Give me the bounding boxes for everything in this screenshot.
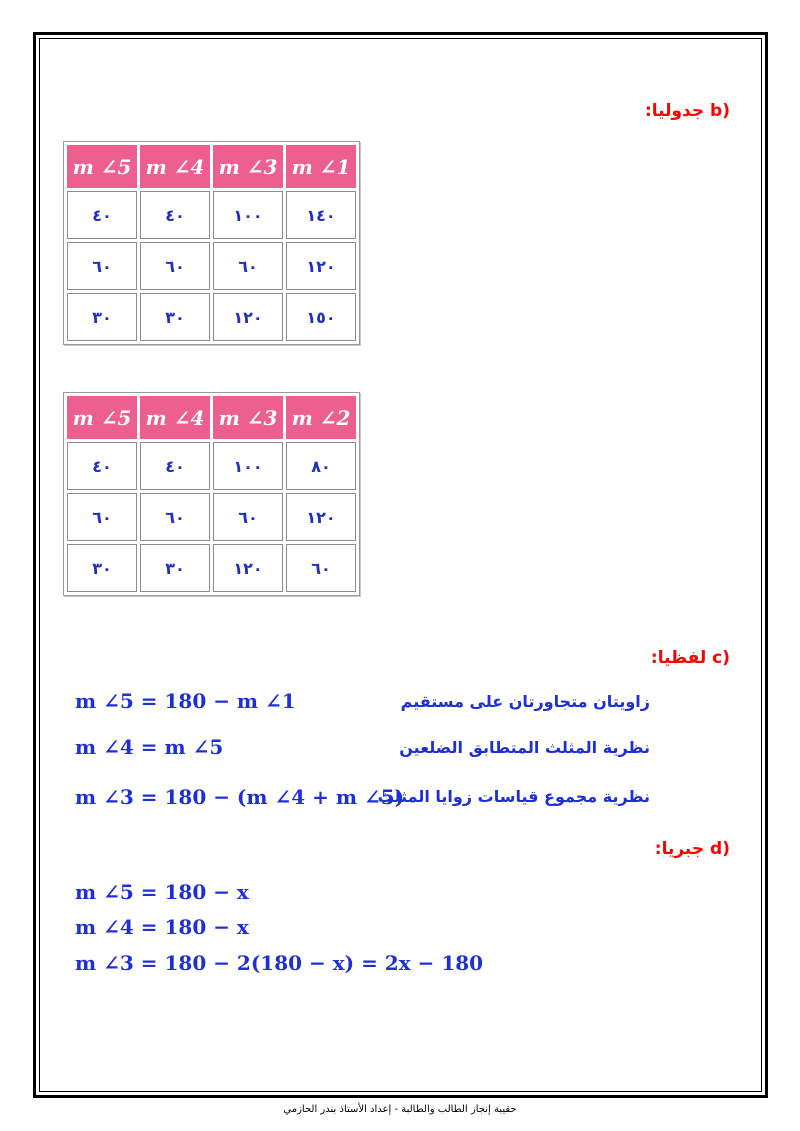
table-row — [67, 544, 356, 592]
section-c-heading — [651, 648, 730, 668]
verbal-reason-3: نظرية مجموع قياسات زوايا المثلث — [377, 787, 650, 806]
table-cell: ٤٠ — [140, 191, 210, 239]
table-cell: ١٤٠ — [286, 191, 356, 239]
table-cell: ٤٠ — [67, 442, 137, 490]
verbal-equation-2: m ∠4 = m ∠5 — [75, 735, 224, 759]
table-cell: ١٥٠ — [286, 293, 356, 341]
table-header-cell: m ∠3 — [213, 396, 283, 439]
table-cell: ٦٠ — [286, 544, 356, 592]
table-cell: ٣٠ — [67, 293, 137, 341]
verbal-equation-1: m ∠5 = 180 − m ∠1 — [75, 689, 296, 713]
table-cell: ٦٠ — [67, 242, 137, 290]
table-cell: ١٠٠ — [213, 442, 283, 490]
table-header-cell: m ∠5 — [67, 145, 137, 188]
table-header-row — [67, 145, 356, 188]
algebraic-equation-2: m ∠4 = 180 − x — [75, 915, 249, 939]
table-cell: ٦٠ — [140, 493, 210, 541]
table-cell: ٦٠ — [213, 493, 283, 541]
table-cell: ٦٠ — [140, 242, 210, 290]
table-row — [67, 242, 356, 290]
algebraic-equation-3: m ∠3 = 180 − 2(180 − x) = 2x − 180 — [75, 951, 484, 975]
table-header-cell: m ∠2 — [286, 396, 356, 439]
table-cell: ٤٠ — [140, 442, 210, 490]
table-row — [67, 442, 356, 490]
table-header-cell: m ∠4 — [140, 396, 210, 439]
table-cell: ٦٠ — [213, 242, 283, 290]
table-cell: ٣٠ — [140, 544, 210, 592]
table-header-cell: m ∠4 — [140, 145, 210, 188]
section-d-label: جبريا: — [654, 839, 705, 859]
section-b-letter: b) — [710, 101, 730, 121]
table-cell: ١٠٠ — [213, 191, 283, 239]
section-d-letter: d) — [710, 839, 730, 859]
table-cell: ١٢٠ — [213, 293, 283, 341]
table-cell: ١٢٠ — [286, 493, 356, 541]
table-cell: ٦٠ — [67, 493, 137, 541]
section-c-letter: c) — [712, 648, 730, 668]
section-b-heading — [645, 101, 730, 121]
table-row — [67, 191, 356, 239]
verbal-equation-3: m ∠3 = 180 − (m ∠4 + m ∠5) — [75, 785, 405, 809]
algebraic-equation-1: m ∠5 = 180 − x — [75, 880, 249, 904]
table-header-cell: m ∠3 — [213, 145, 283, 188]
table-cell: ٨٠ — [286, 442, 356, 490]
section-c-label: لفظيا: — [650, 648, 707, 668]
verbal-reason-1: زاويتان متجاورتان على مستقيم — [400, 692, 650, 711]
table-header-row — [67, 396, 356, 439]
table-row — [67, 493, 356, 541]
verbal-reason-2: نظرية المثلث المتطابق الضلعين — [399, 738, 650, 757]
angles-table-2 — [63, 392, 360, 596]
table-cell: ٣٠ — [67, 544, 137, 592]
table-cell: ٤٠ — [67, 191, 137, 239]
table-cell: ١٢٠ — [286, 242, 356, 290]
section-d-heading — [655, 839, 730, 859]
table-cell: ٣٠ — [140, 293, 210, 341]
page-footer: حقيبة إنجاز الطالب والطالبة - إعداد الأستاذ بندر الحازمي — [283, 1104, 517, 1115]
section-b-label: جدوليا: — [644, 101, 705, 121]
table-row — [67, 293, 356, 341]
angles-table-1 — [63, 141, 360, 345]
table-header-cell: m ∠1 — [286, 145, 356, 188]
table-header-cell: m ∠5 — [67, 396, 137, 439]
table-cell: ١٢٠ — [213, 544, 283, 592]
